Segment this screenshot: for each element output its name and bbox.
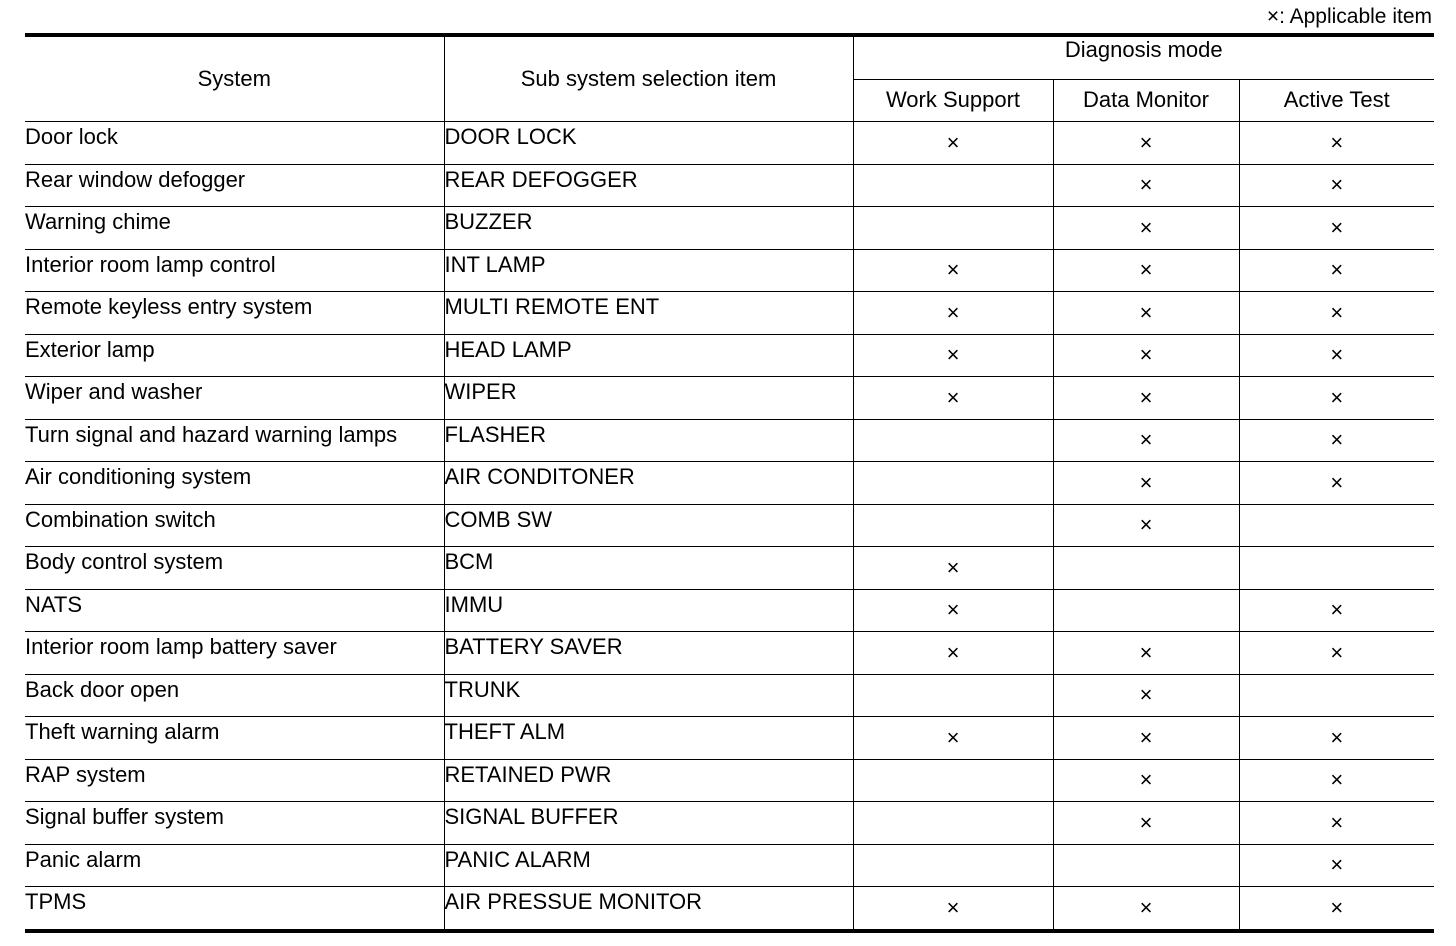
- table-row: [25, 632, 1434, 675]
- sub-system-cell: THEFT ALM: [444, 717, 853, 760]
- data-monitor-cell: ×: [1053, 759, 1239, 802]
- work-support-cell: ×: [853, 547, 1053, 590]
- system-cell: Panic alarm: [25, 844, 444, 887]
- system-cell: Air conditioning system: [25, 462, 444, 505]
- active-test-cell: ×: [1239, 377, 1434, 420]
- data-monitor-cell: ×: [1053, 164, 1239, 207]
- system-cell: Remote keyless entry system: [25, 292, 444, 335]
- data-monitor-cell: [1053, 589, 1239, 632]
- header-sub-system: Sub system selection item: [444, 35, 853, 122]
- legend-note: ×: Applicable item: [1266, 5, 1432, 28]
- work-support-cell: ×: [853, 292, 1053, 335]
- sub-system-cell: AIR CONDITONER: [444, 462, 853, 505]
- table-row: [25, 292, 1434, 335]
- system-cell: Wiper and washer: [25, 377, 444, 420]
- system-cell: Warning chime: [25, 207, 444, 250]
- data-monitor-cell: ×: [1053, 717, 1239, 760]
- system-cell: Door lock: [25, 122, 444, 165]
- table-row: [25, 207, 1434, 250]
- header-system: System: [25, 35, 444, 122]
- work-support-cell: [853, 844, 1053, 887]
- table-body: [25, 122, 1434, 931]
- data-monitor-cell: ×: [1053, 419, 1239, 462]
- work-support-cell: ×: [853, 632, 1053, 675]
- table-row: [25, 547, 1434, 590]
- table-row: [25, 249, 1434, 292]
- active-test-cell: ×: [1239, 249, 1434, 292]
- sub-system-cell: HEAD LAMP: [444, 334, 853, 377]
- system-cell: Combination switch: [25, 504, 444, 547]
- active-test-cell: [1239, 504, 1434, 547]
- active-test-cell: ×: [1239, 292, 1434, 335]
- system-cell: Rear window defogger: [25, 164, 444, 207]
- active-test-cell: ×: [1239, 419, 1434, 462]
- work-support-cell: ×: [853, 122, 1053, 165]
- active-test-cell: ×: [1239, 802, 1434, 845]
- table-row: [25, 419, 1434, 462]
- active-test-cell: ×: [1239, 334, 1434, 377]
- active-test-cell: ×: [1239, 717, 1434, 760]
- data-monitor-cell: ×: [1053, 377, 1239, 420]
- sub-system-cell: IMMU: [444, 589, 853, 632]
- system-cell: Exterior lamp: [25, 334, 444, 377]
- work-support-cell: [853, 419, 1053, 462]
- header-active-test: Active Test: [1239, 79, 1434, 121]
- table-header: [25, 35, 1434, 122]
- table-row: [25, 674, 1434, 717]
- system-cell: Signal buffer system: [25, 802, 444, 845]
- active-test-cell: ×: [1239, 887, 1434, 931]
- active-test-cell: ×: [1239, 207, 1434, 250]
- active-test-cell: ×: [1239, 759, 1434, 802]
- table-row: [25, 844, 1434, 887]
- sub-system-cell: DOOR LOCK: [444, 122, 853, 165]
- header-data-monitor: Data Monitor: [1053, 79, 1239, 121]
- sub-system-cell: AIR PRESSUE MONITOR: [444, 887, 853, 931]
- system-cell: Back door open: [25, 674, 444, 717]
- table-row: [25, 122, 1434, 165]
- work-support-cell: [853, 802, 1053, 845]
- sub-system-cell: REAR DEFOGGER: [444, 164, 853, 207]
- active-test-cell: [1239, 547, 1434, 590]
- work-support-cell: ×: [853, 334, 1053, 377]
- sub-system-cell: BCM: [444, 547, 853, 590]
- sub-system-cell: COMB SW: [444, 504, 853, 547]
- system-cell: NATS: [25, 589, 444, 632]
- data-monitor-cell: ×: [1053, 632, 1239, 675]
- data-monitor-cell: ×: [1053, 674, 1239, 717]
- system-cell: Theft warning alarm: [25, 717, 444, 760]
- active-test-cell: ×: [1239, 164, 1434, 207]
- data-monitor-cell: [1053, 844, 1239, 887]
- table-row: [25, 377, 1434, 420]
- sub-system-cell: MULTI REMOTE ENT: [444, 292, 853, 335]
- header-work-support: Work Support: [853, 79, 1053, 121]
- data-monitor-cell: ×: [1053, 504, 1239, 547]
- sub-system-cell: WIPER: [444, 377, 853, 420]
- table-row: [25, 462, 1434, 505]
- table-row: [25, 334, 1434, 377]
- table-row: [25, 887, 1434, 931]
- table-row: [25, 164, 1434, 207]
- work-support-cell: ×: [853, 377, 1053, 420]
- header-diagnosis-mode: Diagnosis mode: [853, 35, 1434, 79]
- active-test-cell: ×: [1239, 844, 1434, 887]
- active-test-cell: ×: [1239, 462, 1434, 505]
- work-support-cell: ×: [853, 589, 1053, 632]
- data-monitor-cell: ×: [1053, 887, 1239, 931]
- table-row: [25, 759, 1434, 802]
- sub-system-cell: BUZZER: [444, 207, 853, 250]
- active-test-cell: ×: [1239, 632, 1434, 675]
- table-row: [25, 802, 1434, 845]
- data-monitor-cell: ×: [1053, 249, 1239, 292]
- data-monitor-cell: ×: [1053, 207, 1239, 250]
- system-cell: Body control system: [25, 547, 444, 590]
- data-monitor-cell: ×: [1053, 292, 1239, 335]
- active-test-cell: ×: [1239, 122, 1434, 165]
- data-monitor-cell: ×: [1053, 802, 1239, 845]
- sub-system-cell: FLASHER: [444, 419, 853, 462]
- header-row: [25, 35, 1434, 79]
- system-cell: Interior room lamp control: [25, 249, 444, 292]
- data-monitor-cell: [1053, 547, 1239, 590]
- work-support-cell: [853, 164, 1053, 207]
- active-test-cell: ×: [1239, 589, 1434, 632]
- work-support-cell: [853, 207, 1053, 250]
- data-monitor-cell: ×: [1053, 334, 1239, 377]
- sub-system-cell: PANIC ALARM: [444, 844, 853, 887]
- system-cell: RAP system: [25, 759, 444, 802]
- table-row: [25, 589, 1434, 632]
- work-support-cell: ×: [853, 887, 1053, 931]
- data-monitor-cell: ×: [1053, 462, 1239, 505]
- system-cell: TPMS: [25, 887, 444, 931]
- table-row: [25, 717, 1434, 760]
- work-support-cell: [853, 504, 1053, 547]
- work-support-cell: [853, 462, 1053, 505]
- data-monitor-cell: ×: [1053, 122, 1239, 165]
- work-support-cell: [853, 759, 1053, 802]
- system-cell: Turn signal and hazard warning lamps: [25, 419, 444, 462]
- active-test-cell: [1239, 674, 1434, 717]
- work-support-cell: ×: [853, 717, 1053, 760]
- sub-system-cell: INT LAMP: [444, 249, 853, 292]
- sub-system-cell: TRUNK: [444, 674, 853, 717]
- diagnosis-mode-table: [25, 33, 1434, 933]
- sub-system-cell: BATTERY SAVER: [444, 632, 853, 675]
- system-cell: Interior room lamp battery saver: [25, 632, 444, 675]
- sub-system-cell: SIGNAL BUFFER: [444, 802, 853, 845]
- work-support-cell: [853, 674, 1053, 717]
- table-row: [25, 504, 1434, 547]
- work-support-cell: ×: [853, 249, 1053, 292]
- sub-system-cell: RETAINED PWR: [444, 759, 853, 802]
